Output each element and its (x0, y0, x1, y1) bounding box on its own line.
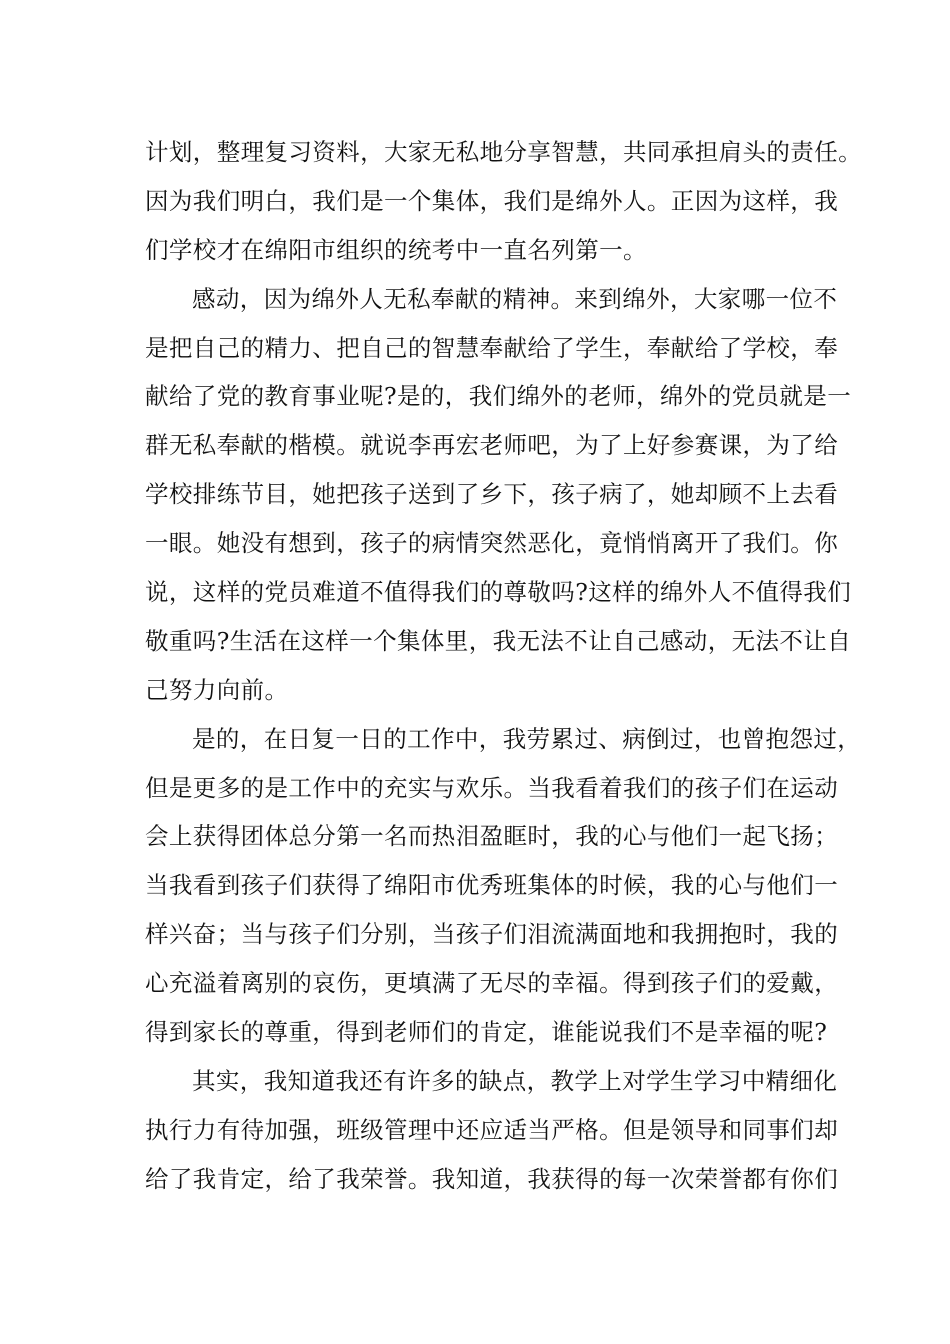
paragraph-first-line: 其实，我知道我还有许多的缺点，教学上对学生学习中精细化 (192, 1066, 838, 1095)
text-line: 计划，整理复习资料，大家无私地分享智慧，共同承担肩头的责任。 (145, 138, 862, 166)
text-line: 得到家长的尊重，得到老师们的肯定，谁能说我们不是幸福的呢? (145, 1018, 828, 1047)
text-line: 敬重吗?生活在这样一个集体里，我无法不让自己感动，无法不让自 (145, 626, 852, 655)
text-line: 是把自己的精力、把自己的智慧奉献给了学生，奉献给了学校，奉 (145, 333, 839, 362)
text-line: 执行力有待加强，班级管理中还应适当严格。但是领导和同事们却 (145, 1115, 839, 1144)
text-line: 一眼。她没有想到，孩子的病情突然恶化，竟悄悄离开了我们。你 (145, 529, 839, 558)
text-line: 但是更多的是工作中的充实与欢乐。当我看着我们的孩子们在运动 (145, 773, 839, 802)
text-line: 己努力向前。 (145, 675, 289, 704)
paragraph-first-line: 感动，因为绵外人无私奉献的精神。来到绵外，大家哪一位不 (192, 284, 838, 313)
text-line: 当我看到孩子们获得了绵阳市优秀班集体的时候，我的心与他们一 (145, 871, 839, 900)
text-line: 因为我们明白，我们是一个集体，我们是绵外人。正因为这样，我 (145, 186, 839, 215)
text-line: 学校排练节目，她把孩子送到了乡下，孩子病了，她却顾不上去看 (145, 480, 839, 509)
text-line: 样兴奋；当与孩子们分别，当孩子们泪流满面地和我拥抱时，我的 (145, 920, 839, 949)
text-line: 说，这样的党员难道不值得我们的尊敬吗?这样的绵外人不值得我们 (145, 578, 852, 607)
text-line: 群无私奉献的楷模。就说李再宏老师吧，为了上好参赛课，为了给 (145, 431, 839, 460)
document-body (145, 128, 862, 1204)
text-line: 心充溢着离别的哀伤，更填满了无尽的幸福。得到孩子们的爱戴， (145, 969, 839, 998)
text-line: 会上获得团体总分第一名而热泪盈眶时，我的心与他们一起飞扬； (145, 822, 839, 851)
paragraph-first-line: 是的，在日复一日的工作中，我劳累过、病倒过，也曾抱怨过， (192, 724, 862, 753)
text-line: 给了我肯定，给了我荣誉。我知道，我获得的每一次荣誉都有你们 (145, 1164, 839, 1193)
text-line: 们学校才在绵阳市组织的统考中一直名列第一。 (145, 235, 647, 264)
text-line: 献给了党的教育事业呢?是的，我们绵外的老师，绵外的党员就是一 (145, 382, 852, 411)
